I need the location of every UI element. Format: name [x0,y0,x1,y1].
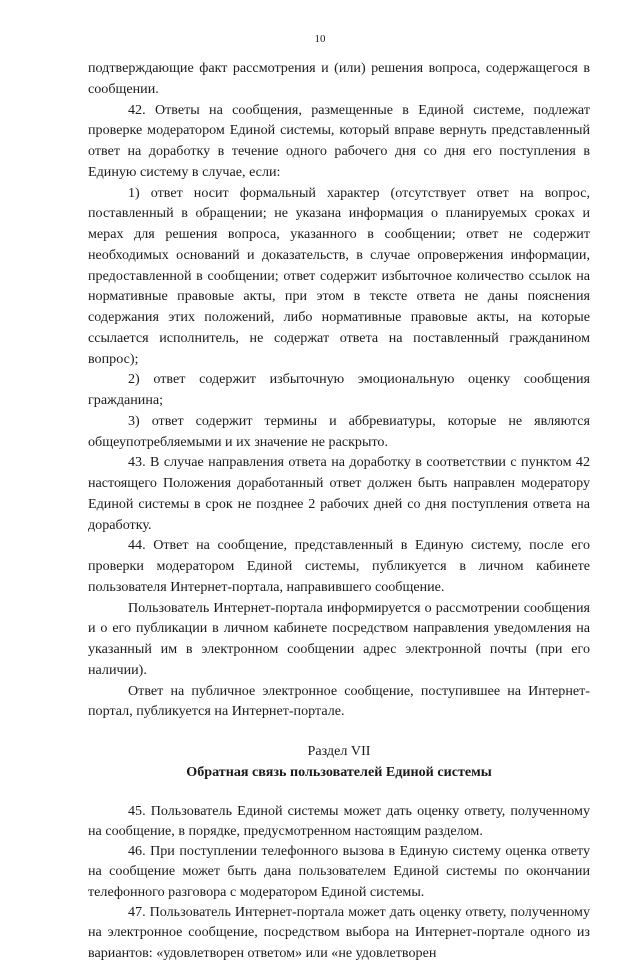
paragraph-42: 42. Ответы на сообщения, размещенные в Единой системе, подлежат проверке модератором Единой системы, который вправе вернуть представленный ответ на доработку в течение одного рабочего дня со дня его поступления в Единую систему в случае, если: [88,101,590,180]
paragraph-continuation: подтверждающие факт рассмотрения и (или) решения вопроса, содержащегося в сообщении. [88,60,590,97]
paragraph-43: 43. В случае направления ответа на доработку в соответствии с пунктом 42 настоящего Положения доработанный ответ должен быть направлен модератору Единой системы в срок не позднее 2 рабочих дней со дня поступления ответа на доработку. [88,454,590,533]
paragraph-42-item-1: 1) ответ носит формальный характер (отсутствует ответ на вопрос, поставленный в обращении; не указана информация о планируемых сроках и мерах для решения вопроса, указанного в сообщении; ответ не содержит необходимых оснований и доказательств, в случае опровержения информации, предоставленной в сообщении; ответ содержит избыточное количество ссылок на нормативные правовые акты, при этом в тексте ответа не даны пояснения содержания этих положений, либо нормативные правовые акты, на которые ссылается исполнитель, не содержат ответа на поставленный гражданином вопрос); [88,184,590,367]
paragraph-45: 45. Пользователь Единой системы может дать оценку ответу, полученному на сообщение, в порядке, предусмотренном настоящим разделом. [88,802,590,839]
paragraph-42-item-3: 3) ответ содержит термины и аббревиатуры, которые не являются общеупотребляемыми и их значение не раскрыто. [88,412,590,450]
section-title: Обратная связь пользователей Единой системы [186,763,492,780]
document-body [88,58,590,963]
paragraph-44: 44. Ответ на сообщение, представленный в Единую систему, после его проверки модератором Единой системы, публикуется в личном кабинете пользователя Интернет-портала, направившего сообщение. [88,537,590,595]
paragraph-44-public-answer: Ответ на публичное электронное сообщение, поступившее на Интернет-портал, публикуется на Интернет-портале. [88,682,590,720]
paragraph-46: 46. При поступлении телефонного вызова в Единую систему оценка ответу на сообщение может быть дана пользователем Единой системы по окончании телефонного разговора с модератором Единой системы. [88,843,590,900]
paragraph-42-item-2: 2) ответ содержит избыточную эмоциональную оценку сообщения гражданина; [88,371,590,408]
page-number: 10 [314,33,326,45]
section-label: Раздел VII [307,743,371,759]
paragraph-44-notification: Пользователь Интернет-портала информируется о рассмотрении сообщения и о его публикации в личном кабинете посредством направления уведомления на указанный им в электронном сообщении адрес электронной почты (при его наличии). [88,599,590,678]
paragraph-47: 47. Пользователь Интернет-портала может дать оценку ответу, полученному на электронное сообщение, посредством выбора на Интернет-портале одного из вариантов: «удовлетворен ответом» или «не удовлетворен [88,903,590,961]
